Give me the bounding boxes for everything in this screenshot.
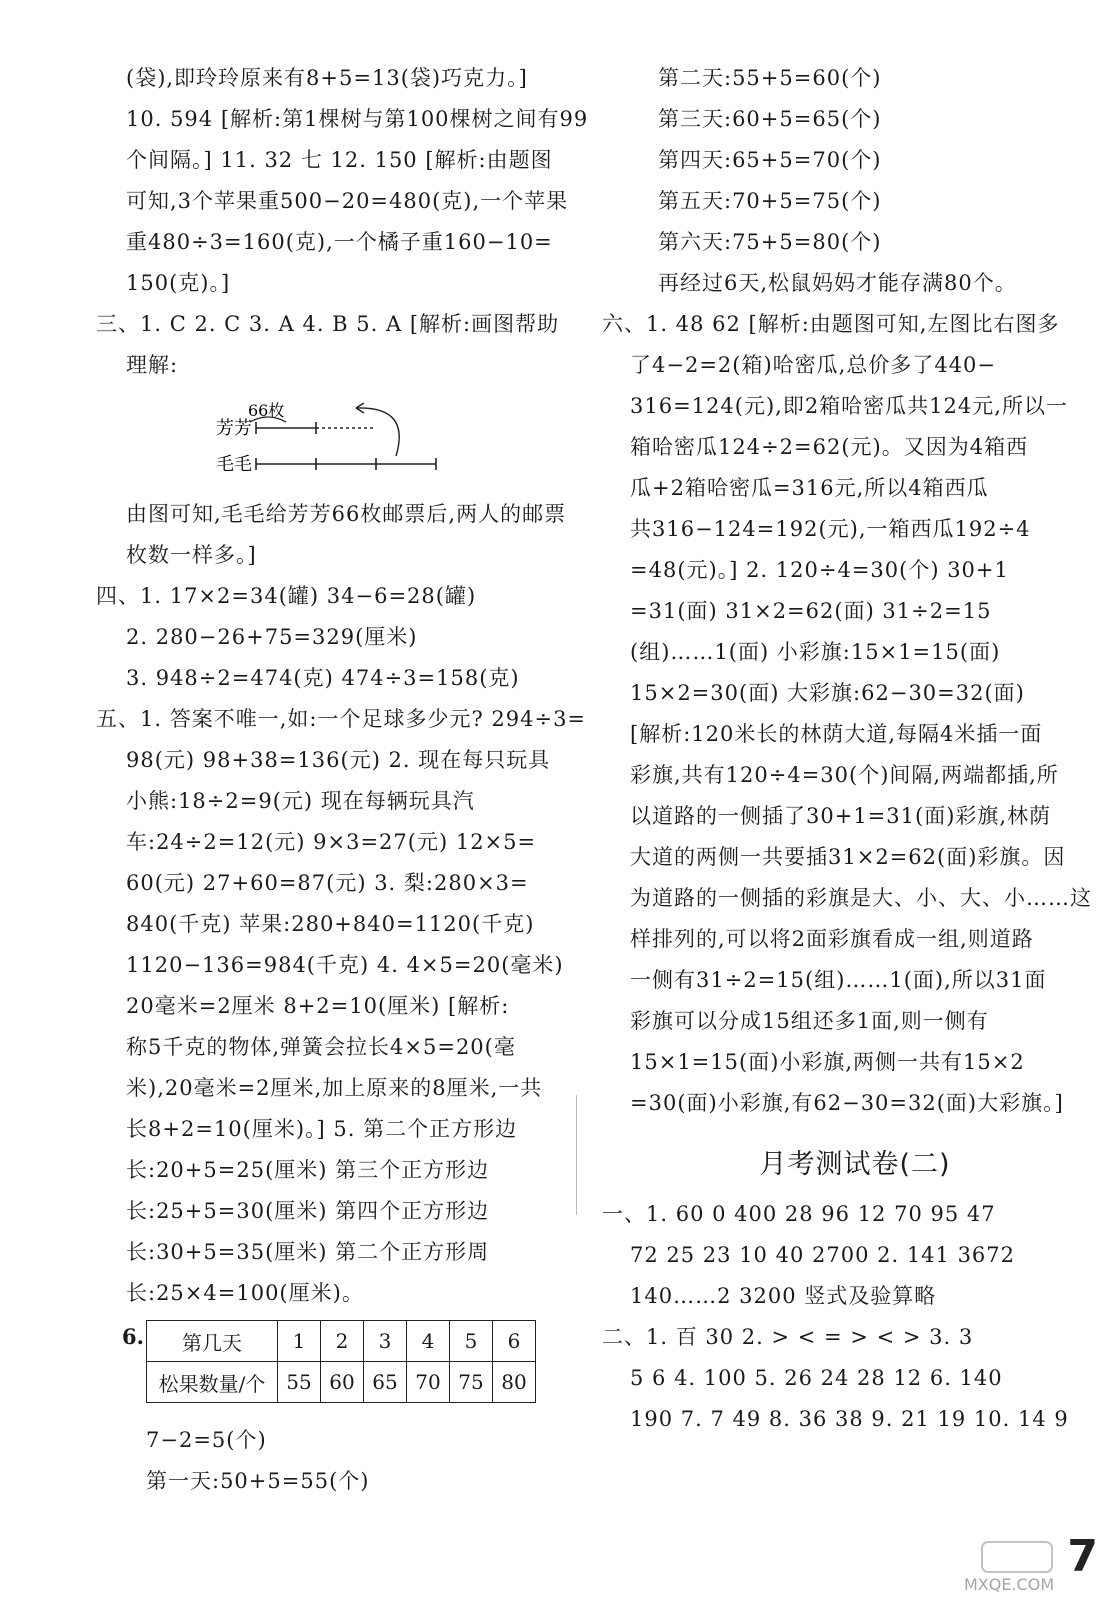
text-line: 第三天:60+5=65(个) (658, 107, 882, 131)
table-row (147, 1362, 536, 1403)
text-line: 10. 594 [解析:第1棵树与第100棵树之间有99 (126, 107, 589, 131)
text-line: (袋),即玲玲原来有8+5=13(袋)巧克力。] (126, 66, 528, 90)
text-line: 个间隔。] 11. 32 七 12. 150 [解析:由题图 (126, 148, 553, 172)
text-line: (组)……1(面) 小彩旗:15×1=15(面) (630, 640, 1001, 664)
section-title: 月考测试卷(二) (759, 1149, 951, 1180)
text-line: 第五天:70+5=75(个) (658, 189, 882, 213)
text-line: 五、1. 答案不唯一,如:一个足球多少元? 294÷3= (96, 707, 587, 731)
text-line: 小熊:18÷2=9(元) 现在每辆玩具汽 (126, 789, 475, 813)
text-line: 第一天:50+5=55(个) (146, 1469, 370, 1493)
text-line: 二、1. 百 30 2. > < = > < > 3. 3 (602, 1325, 974, 1349)
table-header-cell: 1 (278, 1321, 321, 1362)
text-line: 长8+2=10(厘米)。] 5. 第二个正方形边 (126, 1117, 518, 1141)
table-row (147, 1321, 536, 1362)
text-line: 彩旗,共有120÷4=30(个)间隔,两端都插,所 (630, 763, 1059, 787)
text-line: 316=124(元),即2箱哈密瓜共124元,所以一 (630, 394, 1068, 418)
text-line: 米),20毫米=2厘米,加上原来的8厘米,一共 (126, 1076, 543, 1100)
text-line: 长:30+5=35(厘米) 第二个正方形周 (126, 1240, 490, 1264)
text-line: 四、1. 17×2=34(罐) 34−6=28(罐) (96, 584, 477, 608)
text-line: 20毫米=2厘米 8+2=10(厘米) [解析: (126, 994, 510, 1018)
text-line: 140……2 3200 竖式及验算略 (630, 1284, 937, 1308)
text-line: 为道路的一侧插的彩旗是大、小、大、小……这 (630, 886, 1092, 910)
text-line: 大道的两侧一共要插31×2=62(面)彩旗。因 (630, 845, 1066, 869)
text-line: 第六天:75+5=80(个) (658, 230, 882, 254)
watermark-logo (924, 1536, 1094, 1596)
watermark-text: MXQE.COM (964, 1575, 1055, 1594)
text-line: 7−2=5(个) (146, 1428, 267, 1452)
text-line: [解析:120米长的林荫大道,每隔4米插一面 (630, 722, 1043, 746)
text-line: 一侧有31÷2=15(组)……1(面),所以31面 (630, 968, 1047, 992)
stamp-diagram (126, 386, 566, 494)
text-line: 了4−2=2(箱)哈密瓜,总价多了440− (630, 353, 997, 377)
page-number: 7 (1067, 1531, 1098, 1582)
table-cell: 55 (278, 1362, 321, 1403)
text-line: 共316−124=192(元),一箱西瓜192÷4 (630, 517, 1031, 541)
text-line: 15×1=15(面)小彩旗,两侧一共有15×2 (630, 1050, 1025, 1074)
table-cell: 松果数量/个 (147, 1362, 278, 1403)
diagram-name-maomao: 毛毛 (216, 454, 252, 475)
table-header-cell: 5 (450, 1321, 493, 1362)
text-line: 六、1. 48 62 [解析:由题图可知,左图比右图多 (602, 312, 1060, 336)
text-line: 彩旗可以分成15组还多1面,则一侧有 (630, 1009, 989, 1033)
table-cell: 65 (364, 1362, 407, 1403)
diagram-label-66: 66枚 (248, 401, 285, 420)
text-line: 1120−136=984(千克) 4. 4×5=20(毫米) (126, 953, 564, 977)
text-line: 190 7. 7 49 8. 36 38 9. 21 19 10. 14 9 (630, 1407, 1069, 1431)
text-line: 长:20+5=25(厘米) 第三个正方形边 (126, 1158, 490, 1182)
arrow-curve (356, 408, 399, 456)
text-line: 长:25×4=100(厘米)。 (126, 1281, 364, 1305)
table-cell: 80 (493, 1362, 536, 1403)
text-line: 长:25+5=30(厘米) 第四个正方形边 (126, 1199, 490, 1223)
text-line: 理解: (126, 353, 179, 377)
text-line: 箱哈密瓜124÷2=62(元)。又因为4箱西 (630, 435, 1029, 459)
text-line: 重480÷3=160(克),一个橘子重160−10= (126, 230, 553, 254)
text-line: 150(克)。] (126, 271, 231, 295)
text-line: =31(面) 31×2=62(面) 31÷2=15 (630, 599, 992, 623)
text-line: 2. 280−26+75=329(厘米) (126, 625, 418, 649)
text-line: 再经过6天,松鼠妈妈才能存满80个。 (658, 271, 1017, 295)
line-segment-diagram (216, 386, 456, 486)
table-header-cell: 3 (364, 1321, 407, 1362)
text-line: =30(面)小彩旗,有62−30=32(面)大彩旗。] (630, 1091, 1064, 1115)
text-line: 可知,3个苹果重500−20=480(克),一个苹果 (126, 189, 569, 213)
pinecone-table-block (122, 1320, 566, 1420)
table-cell: 70 (407, 1362, 450, 1403)
text-line: 98(元) 98+38=136(元) 2. 现在每只玩具 (126, 748, 551, 772)
text-line: 三、1. C 2. C 3. A 4. B 5. A [解析:画图帮助 (96, 312, 560, 336)
text-line: 样排列的,可以将2面彩旗看成一组,则道路 (630, 927, 1034, 951)
text-line: 第四天:65+5=70(个) (658, 148, 882, 172)
table-header-cell: 第几天 (147, 1321, 278, 1362)
text-line: =48(元)。] 2. 120÷4=30(个) 30+1 (630, 558, 1009, 582)
text-line: 72 25 23 10 40 2700 2. 141 3672 (630, 1243, 1016, 1267)
text-line: 以道路的一侧插了30+1=31(面)彩旗,林荫 (630, 804, 1052, 828)
column-divider (576, 1095, 577, 1215)
text-line: 第二天:55+5=60(个) (658, 66, 882, 90)
text-line: 一、1. 60 0 400 28 96 12 70 95 47 (602, 1202, 996, 1226)
table-cell: 75 (450, 1362, 493, 1403)
text-line: 瓜+2箱哈密瓜=316元,所以4箱西瓜 (630, 476, 989, 500)
table-cell: 60 (321, 1362, 364, 1403)
right-column (602, 58, 1092, 1440)
pinecone-table (146, 1320, 536, 1403)
text-line: 60(元) 27+60=87(元) 3. 梨:280×3= (126, 871, 529, 895)
question-number: 6. (122, 1324, 144, 1349)
text-line: 枚数一样多。] (126, 543, 257, 567)
diagram-name-fangfang: 芳芳 (216, 418, 252, 439)
text-line: 15×2=30(面) 大彩旗:62−30=32(面) (630, 681, 1025, 705)
text-line: 5 6 4. 100 5. 26 24 28 12 6. 140 (630, 1366, 1003, 1390)
text-line: 车:24÷2=12(元) 9×3=27(元) 12×5= (126, 830, 537, 854)
left-column (96, 58, 589, 1502)
text-line: 由图可知,毛毛给芳芳66枚邮票后,两人的邮票 (126, 502, 567, 526)
table-header-cell: 2 (321, 1321, 364, 1362)
table-header-cell: 6 (493, 1321, 536, 1362)
text-line: 840(千克) 苹果:280+840=1120(千克) (126, 912, 535, 936)
text-line: 称5千克的物体,弹簧会拉长4×5=20(毫 (126, 1035, 516, 1059)
text-line: 3. 948÷2=474(克) 474÷3=158(克) (126, 666, 520, 690)
table-header-cell: 4 (407, 1321, 450, 1362)
